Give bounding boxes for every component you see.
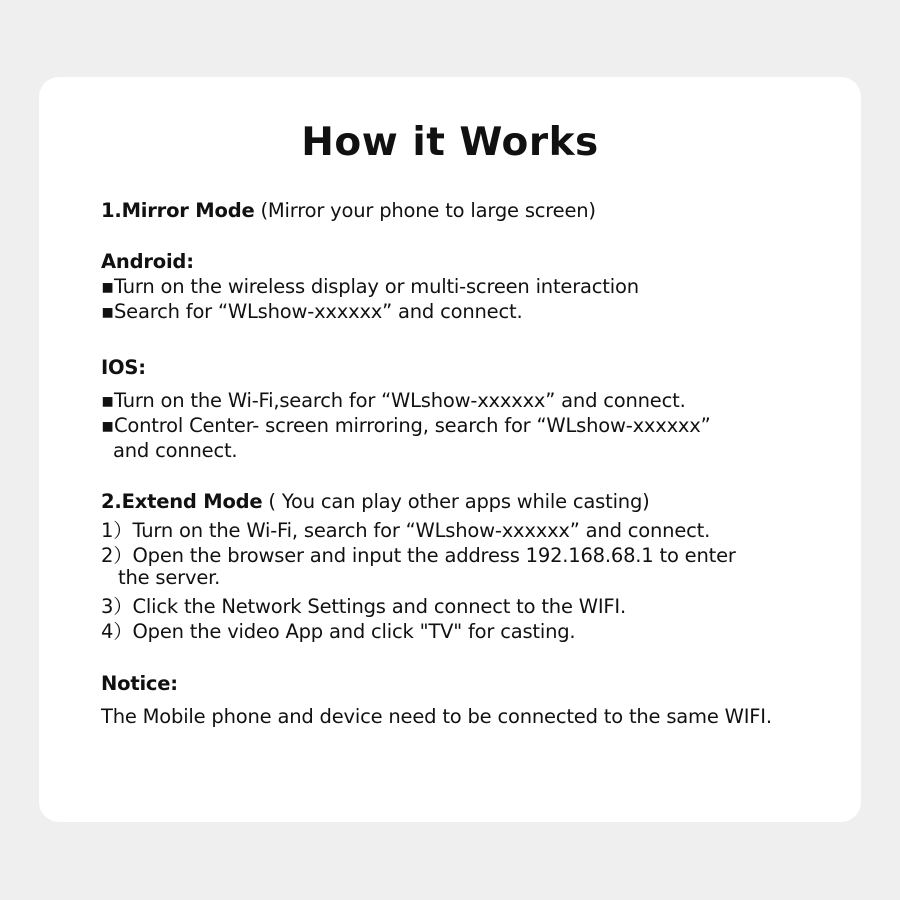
bullet-icon: ▪: [101, 414, 115, 437]
mirror-mode-heading-line: [101, 199, 596, 222]
ios-label: IOS:: [101, 356, 146, 379]
extend-step: 3）Click the Network Settings and connect to the WIFI.: [101, 595, 626, 618]
ios-item: ▪Control Center- screen mirroring, search for “WLshow-xxxxxx”: [101, 414, 711, 437]
extend-step-continuation: the server.: [118, 566, 221, 589]
mirror-mode-heading: 1.Mirror Mode: [101, 199, 255, 222]
extend-mode-heading-line: [101, 490, 650, 513]
bullet-icon: ▪: [101, 275, 115, 298]
extend-mode-subtitle: ( You can play other apps while casting): [262, 490, 650, 513]
extend-mode-heading: 2.Extend Mode: [101, 490, 263, 513]
bullet-icon: ▪: [101, 389, 115, 412]
extend-step: 1）Turn on the Wi-Fi, search for “WLshow-xxxxxx” and connect.: [101, 519, 711, 542]
extend-step: 2）Open the browser and input the address 192.168.68.1 to enter: [101, 544, 736, 567]
ios-item: ▪Turn on the Wi-Fi,search for “WLshow-xxxxxx” and connect.: [101, 389, 686, 412]
ios-item-continuation: and connect.: [113, 439, 238, 462]
extend-step: 4）Open the video App and click "TV" for casting.: [101, 620, 576, 643]
notice-label: Notice:: [101, 672, 178, 695]
bullet-icon: ▪: [101, 300, 115, 323]
android-label: Android:: [101, 250, 194, 273]
page-title: How it Works: [301, 120, 599, 165]
mirror-mode-subtitle: (Mirror your phone to large screen): [254, 199, 596, 222]
android-item: ▪Search for “WLshow-xxxxxx” and connect.: [101, 300, 523, 323]
android-item: ▪Turn on the wireless display or multi-screen interaction: [101, 275, 639, 298]
notice-text: The Mobile phone and device need to be connected to the same WIFI.: [101, 705, 772, 728]
